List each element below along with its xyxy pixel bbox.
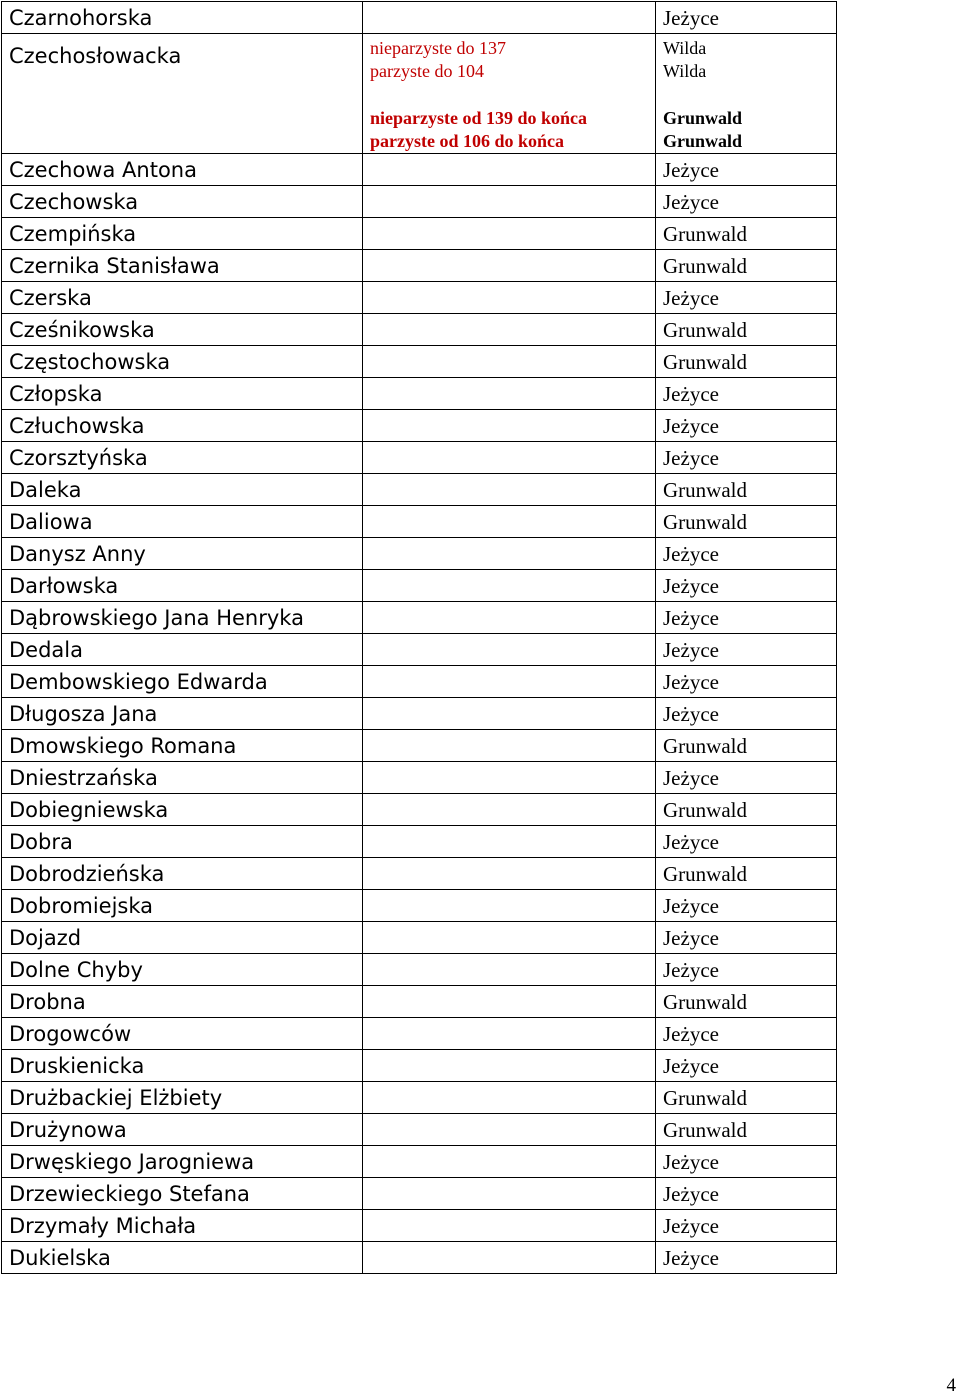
number-range (363, 986, 656, 1018)
street-name: Dobromiejska (2, 890, 363, 922)
street-name: Drogowców (2, 1018, 363, 1050)
street-name: Drobna (2, 986, 363, 1018)
table-row-split (2, 34, 837, 154)
street-name: Czerska (2, 282, 363, 314)
district-name: Jeżyce (656, 442, 837, 474)
number-range (363, 1242, 656, 1274)
street-name: Człopska (2, 378, 363, 410)
district-name: Jeżyce (656, 282, 837, 314)
street-name: Cześnikowska (2, 314, 363, 346)
number-range (363, 954, 656, 986)
table-row (2, 666, 837, 698)
table-row (2, 314, 837, 346)
table-row (2, 1178, 837, 1210)
street-name: Dobra (2, 826, 363, 858)
district-name: Jeżyce (656, 1146, 837, 1178)
district-name: Jeżyce (656, 1178, 837, 1210)
street-name: Dukielska (2, 1242, 363, 1274)
number-range (363, 410, 656, 442)
range-odd-upper: nieparzyste do 137 (370, 38, 506, 58)
district-name: Jeżyce (656, 602, 837, 634)
table-row (2, 570, 837, 602)
district-name: Jeżyce (656, 1018, 837, 1050)
table-row (2, 1146, 837, 1178)
street-name: Daliowa (2, 506, 363, 538)
range-even-lower: parzyste od 106 do końca (370, 131, 565, 151)
district-name: Grunwald (656, 506, 837, 538)
number-range (363, 634, 656, 666)
number-range (363, 666, 656, 698)
street-name: Dniestrzańska (2, 762, 363, 794)
table-row (2, 1018, 837, 1050)
table-body (2, 2, 837, 1274)
table-row (2, 154, 837, 186)
table-row (2, 442, 837, 474)
number-range (363, 218, 656, 250)
district-name: Jeżyce (656, 1050, 837, 1082)
table-row (2, 698, 837, 730)
range-even-upper: parzyste do 104 (370, 61, 484, 81)
district-name: Grunwald (656, 346, 837, 378)
number-range (363, 282, 656, 314)
district-name: Grunwald (656, 794, 837, 826)
district-name: Grunwald (656, 1082, 837, 1114)
number-range (363, 538, 656, 570)
district-lower-2: Grunwald (663, 131, 743, 151)
number-range (363, 1178, 656, 1210)
district-name: Jeżyce (656, 538, 837, 570)
street-name: Dobrodzieńska (2, 858, 363, 890)
district-upper-1: Wilda (663, 38, 707, 58)
table-row (2, 986, 837, 1018)
table-row (2, 410, 837, 442)
number-range (363, 314, 656, 346)
number-range (363, 1082, 656, 1114)
district-name: Jeżyce (656, 2, 837, 34)
table-row (2, 922, 837, 954)
number-range (363, 826, 656, 858)
street-name: Czempińska (2, 218, 363, 250)
street-name: Czorsztyńska (2, 442, 363, 474)
street-name: Drużynowa (2, 1114, 363, 1146)
district-name (656, 34, 837, 154)
number-range (363, 474, 656, 506)
district-name: Grunwald (656, 858, 837, 890)
table-row (2, 378, 837, 410)
table-row (2, 346, 837, 378)
number-range (363, 378, 656, 410)
district-name: Jeżyce (656, 378, 837, 410)
street-name: Dobiegniewska (2, 794, 363, 826)
street-name: Człuchowska (2, 410, 363, 442)
number-range (363, 34, 656, 154)
district-name: Grunwald (656, 250, 837, 282)
number-range (363, 250, 656, 282)
table-row (2, 890, 837, 922)
district-name: Jeżyce (656, 954, 837, 986)
street-name: Darłowska (2, 570, 363, 602)
number-range (363, 858, 656, 890)
table-row (2, 826, 837, 858)
district-name: Jeżyce (656, 186, 837, 218)
number-range (363, 2, 656, 34)
street-name: Drzewieckiego Stefana (2, 1178, 363, 1210)
district-name: Grunwald (656, 474, 837, 506)
district-name: Jeżyce (656, 922, 837, 954)
table-row (2, 2, 837, 34)
street-name: Czernika Stanisława (2, 250, 363, 282)
street-name: Czechowska (2, 186, 363, 218)
table-row (2, 1242, 837, 1274)
district-name: Jeżyce (656, 634, 837, 666)
range-odd-lower: nieparzyste od 139 do końca (370, 108, 588, 128)
table-row (2, 506, 837, 538)
table-row (2, 634, 837, 666)
table-row (2, 602, 837, 634)
number-range (363, 1018, 656, 1050)
table-row (2, 474, 837, 506)
table-row (2, 858, 837, 890)
street-name: Danysz Anny (2, 538, 363, 570)
number-range (363, 1050, 656, 1082)
street-district-table (1, 1, 837, 1274)
number-range (363, 922, 656, 954)
number-range (363, 890, 656, 922)
district-name: Grunwald (656, 730, 837, 762)
district-name: Jeżyce (656, 410, 837, 442)
table-row (2, 954, 837, 986)
district-name: Jeżyce (656, 1242, 837, 1274)
street-name: Daleka (2, 474, 363, 506)
table-row (2, 794, 837, 826)
district-name: Jeżyce (656, 890, 837, 922)
table-row (2, 1114, 837, 1146)
table-row (2, 538, 837, 570)
district-name: Grunwald (656, 1114, 837, 1146)
district-upper-2: Wilda (663, 61, 707, 81)
district-name: Jeżyce (656, 826, 837, 858)
number-range (363, 794, 656, 826)
number-range (363, 442, 656, 474)
district-name: Grunwald (656, 218, 837, 250)
number-range (363, 1114, 656, 1146)
street-name: Drużbackiej Elżbiety (2, 1082, 363, 1114)
street-name: Czechowa Antona (2, 154, 363, 186)
number-range (363, 602, 656, 634)
street-name: Dmowskiego Romana (2, 730, 363, 762)
table-row (2, 250, 837, 282)
number-range (363, 698, 656, 730)
table-row (2, 186, 837, 218)
table-row (2, 762, 837, 794)
street-name: Dedala (2, 634, 363, 666)
district-name: Jeżyce (656, 154, 837, 186)
district-name: Jeżyce (656, 1210, 837, 1242)
street-name: Dąbrowskiego Jana Henryka (2, 602, 363, 634)
number-range (363, 186, 656, 218)
district-lower-1: Grunwald (663, 108, 743, 128)
street-name: Drwęskiego Jarogniewa (2, 1146, 363, 1178)
street-name: Czarnohorska (2, 2, 363, 34)
number-range (363, 1146, 656, 1178)
district-name: Jeżyce (656, 698, 837, 730)
number-range (363, 762, 656, 794)
street-name: Długosza Jana (2, 698, 363, 730)
number-range (363, 506, 656, 538)
number-range (363, 154, 656, 186)
street-name-text: Czechosłowacka (9, 44, 182, 68)
street-name: Dojazd (2, 922, 363, 954)
page-number: 4 (946, 1375, 956, 1396)
district-name: Jeżyce (656, 762, 837, 794)
district-name: Grunwald (656, 314, 837, 346)
table-row (2, 1050, 837, 1082)
street-name: Dembowskiego Edwarda (2, 666, 363, 698)
table-row (2, 1082, 837, 1114)
street-name: Częstochowska (2, 346, 363, 378)
street-name (2, 34, 363, 154)
district-name: Grunwald (656, 986, 837, 1018)
table-row (2, 218, 837, 250)
table-row (2, 282, 837, 314)
table-row (2, 1210, 837, 1242)
street-name: Druskienicka (2, 1050, 363, 1082)
number-range (363, 570, 656, 602)
table-row (2, 730, 837, 762)
district-name: Jeżyce (656, 666, 837, 698)
number-range (363, 730, 656, 762)
district-name: Jeżyce (656, 570, 837, 602)
street-name: Dolne Chyby (2, 954, 363, 986)
number-range (363, 1210, 656, 1242)
street-name: Drzymały Michała (2, 1210, 363, 1242)
number-range (363, 346, 656, 378)
